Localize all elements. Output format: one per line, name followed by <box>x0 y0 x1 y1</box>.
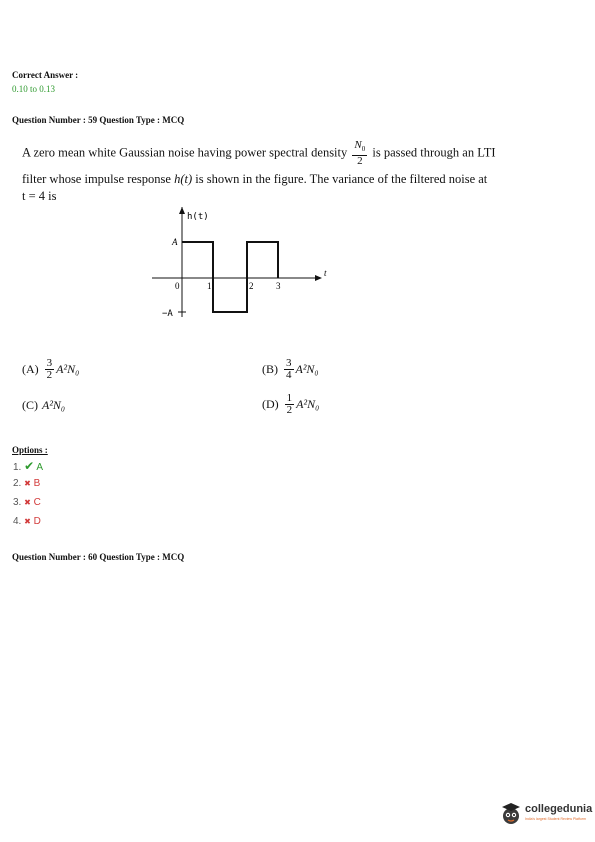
options-label: Options : <box>12 445 48 455</box>
option-letter: C <box>33 497 41 508</box>
y-axis-arrow <box>179 207 185 214</box>
collegedunia-logo <box>500 802 592 826</box>
answer-choice-d <box>262 393 319 416</box>
question-text-part1: A zero mean white Gaussian noise having power spectral density <box>22 145 348 160</box>
answer-label: (C) <box>22 398 38 412</box>
y-axis-label: h(t) <box>187 212 209 222</box>
psd-numerator: N <box>354 139 362 151</box>
cross-icon: ✖ <box>24 479 31 488</box>
question-59-header: Question Number : 59 Question Type : MCQ <box>12 115 185 125</box>
option-item-1: 1. ✔ A <box>13 459 44 473</box>
answer-choice-b <box>262 358 319 381</box>
level-a-label: A <box>172 237 178 247</box>
impulse-response-symbol: h(t) <box>174 172 193 186</box>
psd-fraction <box>352 140 367 167</box>
origin-label: 0 <box>175 281 180 291</box>
answer-choice-c <box>22 398 65 413</box>
question-text-part2: is passed through an LTI <box>372 145 496 160</box>
answer-expression: A²N₀ <box>295 362 319 376</box>
answer-fraction: $\frac{1}{2}$ <box>286 392 293 416</box>
question-text-line2a: filter whose impulse response <box>22 172 171 186</box>
option-item-2: 2. ✖ B <box>13 478 41 489</box>
logo-tagline: India's largest Student Review Platform <box>525 817 586 821</box>
tick-label-3: 3 <box>276 281 281 291</box>
check-icon: ✔ <box>24 459 35 473</box>
question-59-text <box>22 140 542 167</box>
cross-icon: ✖ <box>24 498 31 507</box>
answer-expression: A²N₀ <box>56 362 80 376</box>
answer-label: (A) <box>22 362 39 376</box>
tick-label-2: 2 <box>249 281 254 291</box>
answer-choice-a <box>22 358 79 381</box>
psd-denominator: 2 <box>357 155 363 168</box>
answer-label: (B) <box>262 362 278 376</box>
option-letter: A <box>36 462 44 473</box>
option-item-4: 4. ✖ D <box>13 516 41 527</box>
option-letter: B <box>33 478 41 489</box>
answer-fraction: $\frac{3}{4}$ <box>286 357 292 381</box>
correct-answer-value: 0.10 to 0.13 <box>12 84 56 94</box>
logo-name: collegedunia <box>525 803 593 815</box>
impulse-response-figure <box>140 205 340 330</box>
question-59-line2 <box>22 171 542 187</box>
answer-expression: A²N₀ <box>42 398 66 412</box>
level-neg-a-label: −A <box>162 309 173 319</box>
question-59-line3: t = 4 is <box>22 189 57 203</box>
question-text-line2b: is shown in the figure. The variance of the filtered noise at <box>195 172 488 186</box>
mascot-icon <box>500 802 522 826</box>
tick-label-1: 1 <box>207 281 212 291</box>
correct-answer-label: Correct Answer : <box>12 70 79 80</box>
x-axis-label: t <box>324 268 327 278</box>
answer-expression: A²N₀ <box>296 397 320 411</box>
x-axis-arrow <box>315 275 322 281</box>
question-60-header: Question Number : 60 Question Type : MCQ <box>12 552 185 562</box>
answer-fraction: $\frac{3}{2}$ <box>46 357 53 381</box>
impulse-response-curve <box>182 242 278 312</box>
psd-numerator-sub: 0 <box>361 145 366 154</box>
option-item-3: 3. ✖ C <box>13 497 41 508</box>
cross-icon: ✖ <box>24 517 31 526</box>
option-letter: D <box>33 516 41 527</box>
answer-label: (D) <box>262 397 279 411</box>
